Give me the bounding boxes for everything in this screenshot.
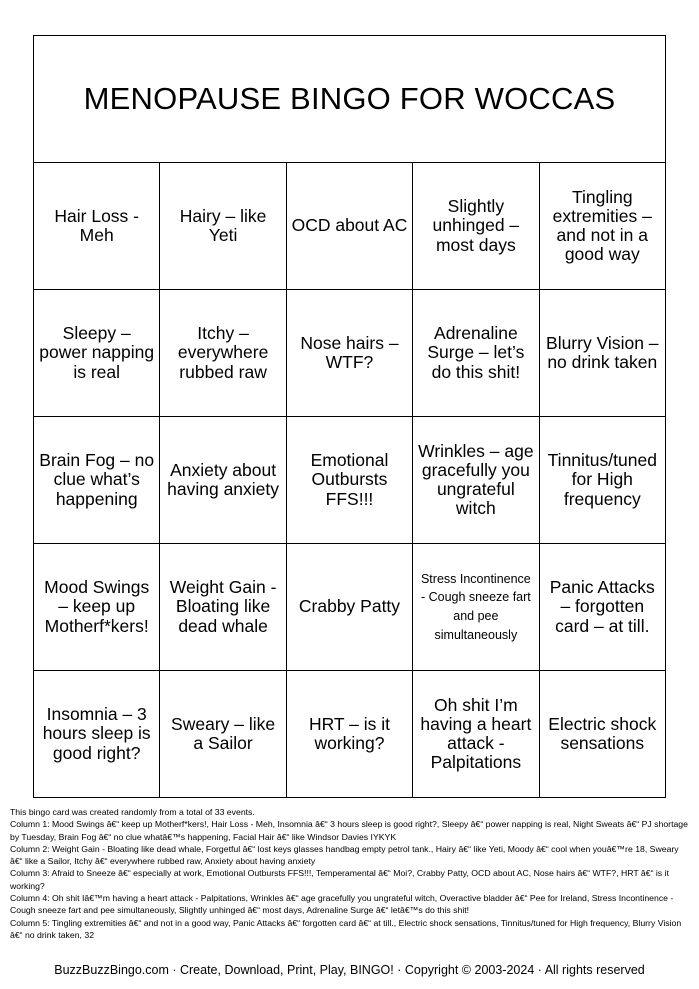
info-column-1: Column 1: Mood Swings â€“ keep up Motherf*kers!, Hair Loss - Meh, Insomnia â€“ 3 hours sleep is good right?, Sleepy â€“ power napping is real, Night Sweats â€“ PJ shortage by Tuesday, Brain Fog â€“ no clue whatâ€™s happening, Facial Hair â€“ like Windsor Davies IYKYK (10, 819, 688, 842)
bingo-square: Sweary – like a Sailor (160, 671, 286, 798)
bingo-square: Insomnia – 3 hours sleep is good right? (34, 671, 160, 798)
bingo-square: Mood Swings – keep up Motherf*kers! (34, 544, 160, 671)
card-info (10, 806, 692, 941)
bingo-row-4 (34, 544, 666, 671)
bingo-square: Electric shock sensations (539, 671, 665, 798)
bingo-square: Brain Fog – no clue what’s happening (34, 417, 160, 544)
info-column-2: Column 2: Weight Gain - Bloating like dead whale, Forgetful â€“ lost keys glasses handbag empty petrol tank., Hairy â€“ like Yeti, Moody â€“ cool when youâ€™re 18, Sweary â€“ like a Sailor, Itchy â€“ everywhere rubbed raw, Anxiety about having anxiety (10, 843, 679, 867)
bingo-square: Itchy – everywhere rubbed raw (160, 290, 286, 417)
bingo-row-1 (34, 163, 666, 290)
bingo-square: Tingling extremities – and not in a good way (539, 163, 665, 290)
bingo-square: Slightly unhinged – most days (413, 163, 539, 290)
bingo-square: Hair Loss - Meh (34, 163, 160, 290)
bingo-card (33, 35, 666, 798)
info-column-5: Column 5: Tingling extremities â€“ and not in a good way, Panic Attacks â€“ forgotten card â€“ at till., Electric shock sensations, Tinnitus/tuned for High frequency, Blurry Vision â€“ no drink taken, 32 (10, 917, 682, 940)
bingo-square: Weight Gain - Bloating like dead whale (160, 544, 286, 671)
bingo-square: Crabby Patty (286, 544, 412, 671)
info-column-3: Column 3: Afraid to Sneeze â€“ especially at work, Emotional Outbursts FFS!!!, Temperamental â€“ Moi?, Crabby Patty, OCD about AC, Nose hairs â€“ WTF?, HRT â€“ is it working? (10, 868, 669, 891)
info-column-4: Column 4: Oh shit Iâ€™m having a heart attack - Palpitations, Wrinkles â€“ age gracefully you ungrateful witch, Overactive bladder â€“ Pee for Ireland, Stress Incontinence - Cough sneeze fart and pee simultaneously, Slightly unhinged â€“ most days, Adrenaline Surge â€“ letâ€™s do this shit! (10, 893, 674, 916)
bingo-square: HRT – is it working? (286, 671, 412, 798)
bingo-square: Anxiety about having anxiety (160, 417, 286, 544)
bingo-square: Nose hairs – WTF? (286, 290, 412, 417)
card-title: MENOPAUSE BINGO FOR WOCCAS (34, 36, 666, 163)
bingo-square: Stress Incontinence - Cough sneeze fart and pee simultaneously (413, 544, 539, 671)
bingo-row-5 (34, 671, 666, 798)
bingo-square: Panic Attacks – forgotten card – at till. (539, 544, 665, 671)
bingo-square: Wrinkles – age gracefully you ungrateful witch (413, 417, 539, 544)
bingo-square: OCD about AC (286, 163, 412, 290)
bingo-square: Sleepy – power napping is real (34, 290, 160, 417)
bingo-square: Tinnitus/tuned for High frequency (539, 417, 665, 544)
footer-copyright: BuzzBuzzBingo.com · Create, Download, Print, Play, BINGO! · Copyright © 2003-2024 · All rights reserved (54, 963, 645, 977)
bingo-square: Blurry Vision – no drink taken (539, 290, 665, 417)
bingo-row-2 (34, 290, 666, 417)
bingo-square: Oh shit I’m having a heart attack - Palpitations (413, 671, 539, 798)
info-intro: This bingo card was created randomly from a total of 33 events. (10, 807, 255, 817)
bingo-square: Emotional Outbursts FFS!!! (286, 417, 412, 544)
bingo-square: Hairy – like Yeti (160, 163, 286, 290)
bingo-square: Adrenaline Surge – let’s do this shit! (413, 290, 539, 417)
bingo-row-3 (34, 417, 666, 544)
